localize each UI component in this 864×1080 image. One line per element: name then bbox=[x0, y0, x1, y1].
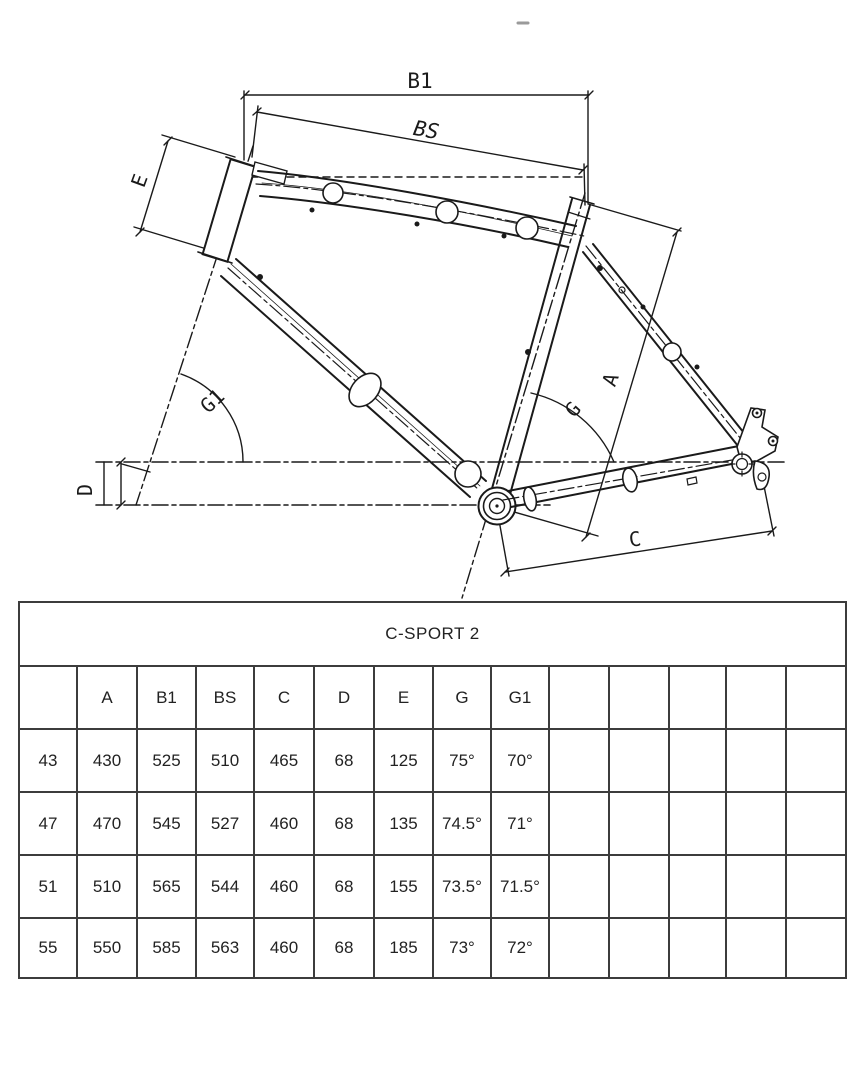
table-row bbox=[19, 855, 846, 918]
column-header-cell: C bbox=[254, 666, 314, 729]
dim-label-bs: BS bbox=[411, 116, 441, 145]
rear-dropout bbox=[730, 408, 778, 490]
table-row bbox=[19, 729, 846, 792]
value-cell bbox=[786, 855, 846, 918]
column-header-cell bbox=[786, 666, 846, 729]
size-cell: 51 bbox=[19, 855, 77, 918]
dim-label-c: C bbox=[627, 526, 643, 552]
dim-label-b1: B1 bbox=[407, 69, 433, 93]
value-cell: 72° bbox=[491, 918, 549, 978]
value-cell: 550 bbox=[77, 918, 137, 978]
value-cell: 527 bbox=[196, 792, 254, 855]
column-header-cell: B1 bbox=[137, 666, 196, 729]
value-cell bbox=[669, 918, 726, 978]
value-cell: 70° bbox=[491, 729, 549, 792]
value-cell bbox=[786, 918, 846, 978]
value-cell: 71° bbox=[491, 792, 549, 855]
column-header-cell bbox=[669, 666, 726, 729]
value-cell bbox=[549, 729, 609, 792]
value-cell bbox=[609, 729, 669, 792]
value-cell: 155 bbox=[374, 855, 433, 918]
size-cell: 43 bbox=[19, 729, 77, 792]
geometry-table bbox=[18, 601, 847, 979]
value-cell: 470 bbox=[77, 792, 137, 855]
value-cell: 563 bbox=[196, 918, 254, 978]
value-cell: 460 bbox=[254, 855, 314, 918]
value-cell: 68 bbox=[314, 918, 374, 978]
size-cell: 55 bbox=[19, 918, 77, 978]
dim-label-d: D bbox=[73, 483, 97, 497]
table-header-row bbox=[19, 666, 846, 729]
dim-label-a: A bbox=[597, 369, 624, 390]
value-cell: 430 bbox=[77, 729, 137, 792]
value-cell: 460 bbox=[254, 918, 314, 978]
value-cell: 68 bbox=[314, 792, 374, 855]
value-cell bbox=[726, 729, 786, 792]
seat-stay bbox=[583, 244, 752, 451]
value-cell: 73° bbox=[433, 918, 491, 978]
column-header-cell: D bbox=[314, 666, 374, 729]
chain-stay bbox=[503, 445, 755, 512]
value-cell: 545 bbox=[137, 792, 196, 855]
value-cell: 75° bbox=[433, 729, 491, 792]
column-header-cell bbox=[19, 666, 77, 729]
table-title-cell: C-SPORT 2 bbox=[19, 602, 846, 666]
value-cell: 460 bbox=[254, 792, 314, 855]
value-cell: 510 bbox=[77, 855, 137, 918]
dim-label-g1: G1 bbox=[195, 383, 230, 418]
value-cell: 68 bbox=[314, 729, 374, 792]
value-cell bbox=[669, 729, 726, 792]
column-header-cell bbox=[609, 666, 669, 729]
value-cell: 68 bbox=[314, 855, 374, 918]
value-cell bbox=[669, 792, 726, 855]
value-cell: 125 bbox=[374, 729, 433, 792]
column-header-cell bbox=[549, 666, 609, 729]
value-cell: 465 bbox=[254, 729, 314, 792]
size-cell: 47 bbox=[19, 792, 77, 855]
column-header-cell: G1 bbox=[491, 666, 549, 729]
value-cell: 585 bbox=[137, 918, 196, 978]
top-tube bbox=[256, 171, 584, 247]
dimension-b1 bbox=[241, 91, 593, 203]
dim-label-e: E bbox=[126, 170, 153, 191]
value-cell: 565 bbox=[137, 855, 196, 918]
value-cell: 544 bbox=[196, 855, 254, 918]
value-cell bbox=[609, 792, 669, 855]
value-cell: 71.5° bbox=[491, 855, 549, 918]
value-cell: 510 bbox=[196, 729, 254, 792]
value-cell bbox=[726, 792, 786, 855]
column-header-cell: E bbox=[374, 666, 433, 729]
value-cell bbox=[549, 855, 609, 918]
value-cell: 525 bbox=[137, 729, 196, 792]
value-cell bbox=[609, 855, 669, 918]
value-cell bbox=[786, 792, 846, 855]
value-cell: 135 bbox=[374, 792, 433, 855]
value-cell: 73.5° bbox=[433, 855, 491, 918]
table-title-row bbox=[19, 602, 846, 666]
seattube-axis bbox=[462, 193, 585, 598]
value-cell bbox=[549, 918, 609, 978]
bottom-bracket bbox=[479, 488, 516, 525]
value-cell: 74.5° bbox=[433, 792, 491, 855]
value-cell bbox=[726, 918, 786, 978]
column-header-cell bbox=[726, 666, 786, 729]
value-cell bbox=[786, 729, 846, 792]
dimension-d bbox=[104, 458, 150, 509]
value-cell bbox=[609, 918, 669, 978]
column-header-cell: BS bbox=[196, 666, 254, 729]
table-row bbox=[19, 792, 846, 855]
value-cell bbox=[726, 855, 786, 918]
value-cell bbox=[549, 792, 609, 855]
column-header-cell: G bbox=[433, 666, 491, 729]
dim-label-g: G bbox=[559, 396, 586, 422]
column-header-cell: A bbox=[77, 666, 137, 729]
value-cell bbox=[669, 855, 726, 918]
value-cell: 185 bbox=[374, 918, 433, 978]
table-row bbox=[19, 918, 846, 978]
